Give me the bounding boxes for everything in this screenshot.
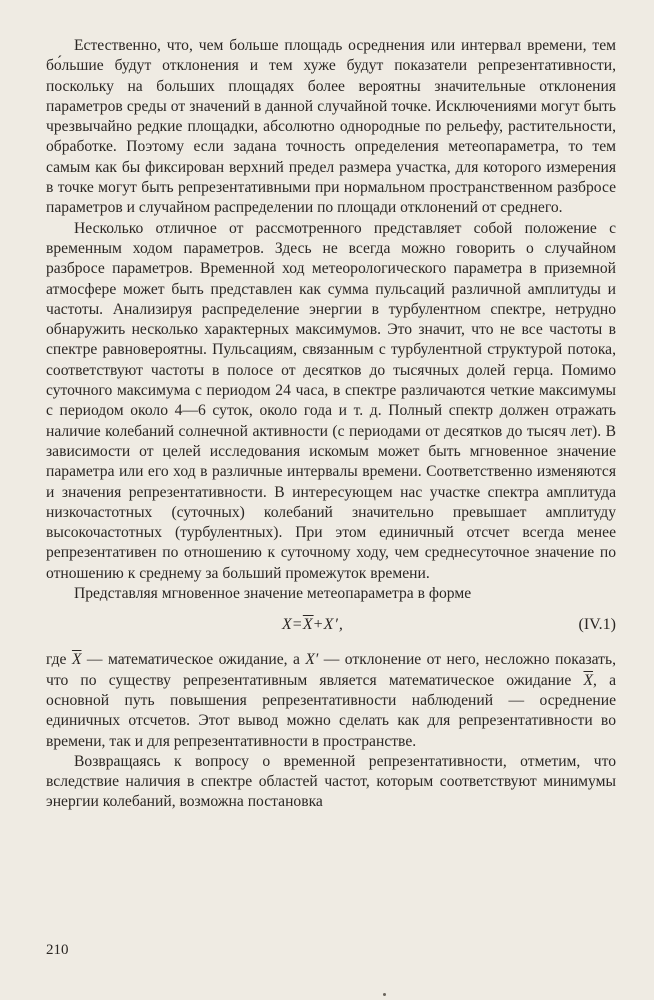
paragraph-1: Естественно, что, чем больше площадь осреднения или интервал времени, тем бо́льшие будут отклонения и тем хуже будут показатели репрезентативности, поскольку на больших площадях более вероятны значительные отклонения параметров среды от значений в данной случайной точке. Исключениями могут быть чрезвычайно редкие площадки, абсолютно однородные по рельефу, растительности, обработке. Поэтому если задана точность определения метеопараметра, то тем самым как бы фиксирован верхний предел размера участка, для которого измерения в точке могут быть репрезентативными при нормальном пространственном разбросе параметров и случайном распределении по площади отклонений от среднего. — [46, 37, 616, 217]
text-run: — отклонение от него, несложно показать, что по существу репрезентативным является математическое ожидание — [46, 651, 617, 689]
page-number: 210 — [46, 942, 69, 958]
print-speck — [383, 993, 386, 996]
formula-equals: = — [292, 616, 303, 634]
formula-number: (IV.1) — [578, 616, 616, 634]
formula-expression — [282, 616, 344, 634]
formula-plus: + — [313, 616, 324, 634]
symbol-x-bar: $\overline{X}$ — [71, 651, 82, 669]
formula-iv-1 — [46, 604, 616, 650]
paragraph-2: Несколько отличное от рассмотренного представляет собой положение с временным ходом параметров. Здесь не всегда можно говорить о случайном разбросе параметров. Временной ход метеорологического параметра в приземной атмосфере может быть представлен как сумма пульсаций различной амплитуды и частоты. Анализируя распределение энергии в турбулентном спектре, нетрудно обнаружить несколько характерных максимумов. Это значит, что не все частоты в спектре равновероятны. Пульсациям, связанным с турбулентной структурой потока, соответствуют частоты в полосе от десятков до тысячных долей герца. Помимо суточного максимума с периодом 24 часа, в спектре различаются четкие максимумы с периодом около 4—6 суток, около года и т. д. Полный спектр должен отражать наличие колебаний солнечной активности (с периодами от десятков до тысяч лет). В зависимости от целей исследования искомым может быть мгновенное значение параметра или его ход в различные интервалы времени. Соответственно изменяются и значения репрезентативности. В интересующем нас участке спектра амплитуда низкочастотных (суточных) колебаний значительно превышает амплитуду высокочастотных (турбулентных). При этом единичный отсчет всегда менее репрезентативен по отношению к суточному ходу, чем среднесуточное значение по отношению к среднему за больший промежуток времени. — [46, 219, 616, 582]
formula-mean: $\overline{X}$ — [302, 616, 314, 634]
text-run: — математическое ожидание, а — [81, 651, 306, 669]
page-body — [46, 36, 616, 813]
paragraph-3: Представляя мгновенное значение метеопараметра в форме — [74, 585, 472, 603]
paragraph-5: Возвращаясь к вопросу о временной репрезентативности, отметим, что вследствие наличия в спектре областей частот, которым соответствуют минимумы энергии колебаний, возможна постановка — [46, 752, 616, 811]
text-run: , а основной путь повышения репрезентативности наблюдений — осреднение единичных отсчетов. Этот вывод можно сделать как для репрезентативности во времени, так и для репрезентативности в пространстве. — [46, 671, 616, 750]
text-run: где — [46, 651, 72, 669]
paragraph-4 — [46, 650, 616, 751]
symbol-x-prime: X′ — [305, 651, 319, 669]
formula-deviation: X′, — [323, 616, 344, 634]
formula-lhs: X — [282, 616, 293, 634]
symbol-x-bar: $\overline{X}$ — [583, 671, 593, 689]
